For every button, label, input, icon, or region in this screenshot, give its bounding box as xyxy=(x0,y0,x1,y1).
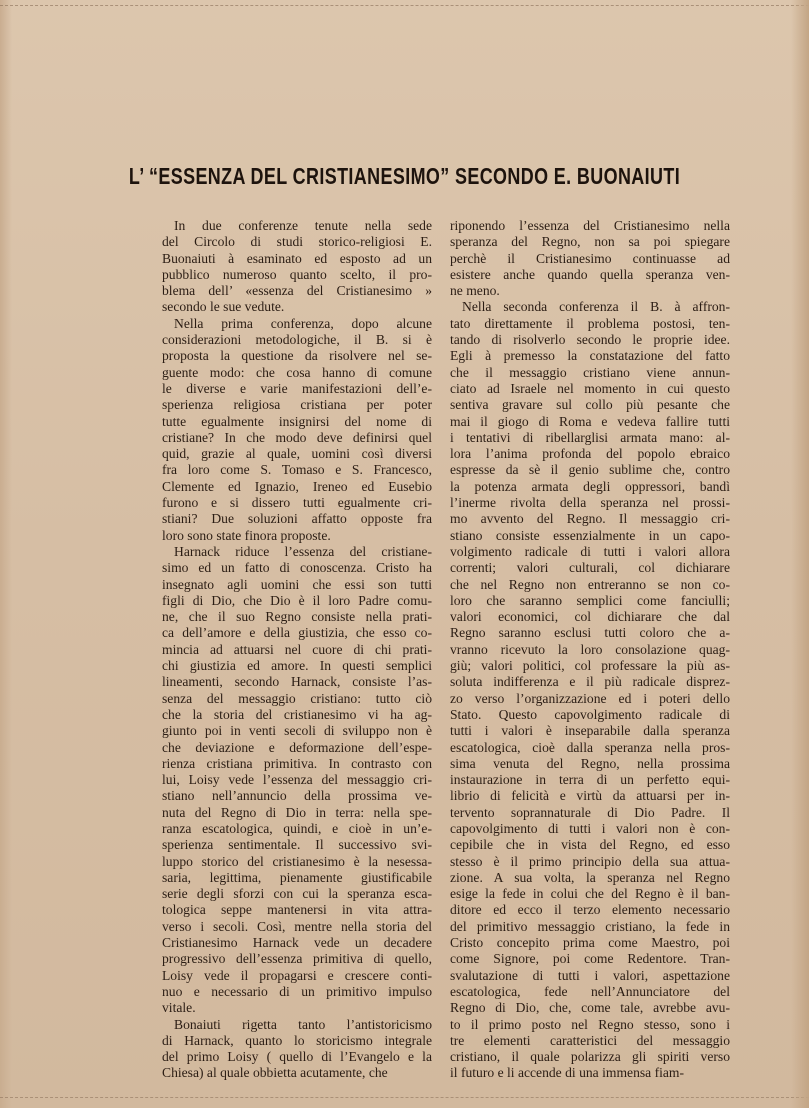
text-line: Egli à premesso la constatazione del fatto xyxy=(450,348,730,364)
paragraph xyxy=(450,299,730,1081)
text-line: In due conferenze tenute nella sede xyxy=(174,218,432,233)
text-line: loro sono state finora proposte. xyxy=(162,527,331,543)
text-line: chi giustizia ed amore. In questi semplici xyxy=(162,658,432,674)
text-line: considerazioni metodologiche, il B. si è xyxy=(162,332,432,348)
text-line: del primitivo messaggio cristiano, la fede in xyxy=(450,918,730,934)
text-line: vitale. xyxy=(162,1000,196,1016)
text-line: rienza cristiana primitiva. In contrasto con xyxy=(162,755,432,771)
text-line: Stato. Questo capovolgimento radicale di xyxy=(450,706,730,722)
text-line: speranza del Regno, non sa poi spiegare xyxy=(450,234,730,250)
text-line: Cristo concepito prima come Maestro, poi xyxy=(450,935,730,951)
text-line: ca dell’amore e della giustizia, che esso co- xyxy=(162,625,432,641)
text-line: stiano consiste essenzialmente in un capo- xyxy=(450,527,730,543)
text-line: Clemente ed Ignazio, Ireneo ed Eusebio xyxy=(162,478,432,494)
text-line: tutte egualmente insignirsi del nome di xyxy=(162,413,432,429)
text-line: l’inerme rivolta della speranza nel prossi- xyxy=(450,495,730,511)
text-line: Cristianesimo Harnack vede un decadere xyxy=(162,935,432,951)
text-line: Buonaiuti à esaminato ed esposto ad un xyxy=(162,250,432,266)
text-line: pubblico numeroso quanto scelto, il pro- xyxy=(162,266,432,282)
text-line: soluta indifferenza e il più radicale disprez- xyxy=(450,674,730,690)
text-line: cristiano, il quale polarizza gli spiriti verso xyxy=(450,1049,730,1065)
text-line: di Harnack, quanto lo storicismo integrale xyxy=(162,1032,432,1048)
text-line: insegnato agli uomini che essi son tutti xyxy=(162,576,432,592)
text-line: del primo Loisy ( quello di l’Evangelo e la xyxy=(162,1049,432,1065)
text-line: ditore ed ecco il terzo elemento necessario xyxy=(450,902,730,918)
text-line: riponendo l’essenza del Cristianesimo nella xyxy=(450,218,730,233)
text-line: tato direttamente il problema postosi, ten- xyxy=(450,315,730,331)
text-line: stiano nell’annuncio della prossima ve- xyxy=(162,788,432,804)
text-line: nuo e necessario di un primitivo impulso xyxy=(162,983,432,999)
text-line: mincia ad attuarsi nel cuore di chi prati- xyxy=(162,641,432,657)
text-line: zione. A sua volta, la speranza nel Regno xyxy=(450,869,730,885)
text-line: volgimento radicale di tutti i valori allora xyxy=(450,543,730,559)
text-line: escatologica, fede nell’Annunciatore del xyxy=(450,983,730,999)
text-line: proposta la questione da risolvere nel se- xyxy=(162,348,432,364)
text-line: tando di risolverlo secondo le proprie idee. xyxy=(450,332,730,348)
text-line: stiani? Due soluzioni affatto opposte fra xyxy=(162,511,432,527)
text-line: espresse da sè il genio sublime che, contro xyxy=(450,462,730,478)
text-line: ne meno. xyxy=(450,283,500,299)
text-line: to il primo posto nel Regno stesso, sono i xyxy=(450,1016,730,1032)
text-line: Loisy vede il propagarsi e crescere conti- xyxy=(162,967,432,983)
paragraph xyxy=(450,218,730,299)
text-line: la potenza armata degli oppressori, bandì xyxy=(450,478,730,494)
text-line: verso i secoli. Così, mentre nella storia del xyxy=(162,918,432,934)
text-line: perchè il Cristianesimo continuasse ad xyxy=(450,250,730,266)
text-line: lineamenti, secondo Harnack, consiste l’as- xyxy=(162,674,432,690)
text-line: loro che saranno semplici come fanciulli; xyxy=(450,592,730,608)
article-title: L’ “ESSENZA DEL CRISTIANESIMO” SECONDO E. BUONAIUTI xyxy=(128,163,681,189)
text-line: lui, Loisy vede l’essenza del messaggio cri- xyxy=(162,772,432,788)
text-line: saria, legittima, pienamente giustificabile xyxy=(162,869,432,885)
text-line: Regno di Dio, che, come tale, avrebbe avu- xyxy=(450,1000,730,1016)
text-line: ne, che il suo Regno consiste nella prati- xyxy=(162,609,432,625)
text-line: sperienza religiosa cristiana per poter xyxy=(162,397,432,413)
text-line: vranno ricevuto la loro consolazione quag- xyxy=(450,641,730,657)
text-line: fra loro come S. Tomaso e S. Francesco, xyxy=(162,462,432,478)
text-line: secondo le sue vedute. xyxy=(162,299,285,315)
left-column xyxy=(162,218,432,1082)
text-line: del Circolo di studi storico-religiosi E. xyxy=(162,234,432,250)
text-line: ciato ad Israele nel momento in cui questo xyxy=(450,380,730,396)
text-line: correnti; valori culturali, col dichiarare xyxy=(450,560,730,576)
text-line: mo avvento del Regno. Il messaggio cri- xyxy=(450,511,730,527)
paragraph xyxy=(162,316,432,544)
right-column xyxy=(450,218,730,1082)
text-line: stesso è il primo principio della sua attua- xyxy=(450,853,730,869)
text-line: tutti i valori è inseparabile dalla speranza xyxy=(450,723,730,739)
text-line: luppo storico del cristianesimo è la nesessa- xyxy=(162,853,432,869)
text-line: i tentativi di ribellarglisi armata mano: al- xyxy=(450,429,730,445)
text-line: lora l’anima profonda del popolo ebraico xyxy=(450,446,730,462)
text-line: instaurazione in terra di un perfetto equi- xyxy=(450,772,730,788)
text-line: valori economici, col dichiarare che dal xyxy=(450,609,730,625)
text-line: Regno saranno esclusi tutti coloro che a- xyxy=(450,625,730,641)
text-line: sentiva gravare sul collo più pesante che xyxy=(450,397,730,413)
text-line: simo ed un fatto di conoscenza. Cristo ha xyxy=(162,560,432,576)
text-line: che deviazione e deformazione dell’espe- xyxy=(162,739,432,755)
text-line: esige la fede in colui che del Regno è il ban- xyxy=(450,886,730,902)
paragraph xyxy=(162,218,432,316)
text-line: senza del messaggio cristiano: tutto ciò xyxy=(162,690,432,706)
text-line: cepibile che in vista del Regno, ed esso xyxy=(450,837,730,853)
text-line: Harnack riduce l’essenza del cristiane- xyxy=(174,543,432,559)
text-line: esistere anche quando quella speranza ven- xyxy=(450,266,730,282)
paragraph xyxy=(162,544,432,1017)
text-line: sperienza sentimentale. Il successivo svi- xyxy=(162,837,432,853)
text-line: tervento soprannaturale di Dio Padre. Il xyxy=(450,804,730,820)
text-line: zo verso l’organizzazione ed i poteri dello xyxy=(450,690,730,706)
text-line: guente modo: che cosa hanno di comune xyxy=(162,364,432,380)
text-line: che la storia del cristianesimo vi ha ag- xyxy=(162,706,432,722)
text-line: tologica seppe mantenersi in vita attra- xyxy=(162,902,432,918)
text-line: svalutazione di tutti i valori, aspettazione xyxy=(450,967,730,983)
text-line: figli di Dio, che Dio è il loro Padre comu- xyxy=(162,592,432,608)
text-line: serie degli sforzi con cui la speranza esca- xyxy=(162,886,432,902)
text-line: librio di felicità e virtù da attuarsi per in- xyxy=(450,788,730,804)
text-line: giù; valori politici, col professare la più as- xyxy=(450,658,730,674)
text-line: che nel Regno non entreranno se non co- xyxy=(450,576,730,592)
text-line: cristiane? In che modo deve definirsi quel xyxy=(162,429,432,445)
page-top-edge xyxy=(0,0,809,6)
text-line: come Signore, poi come Redentore. Tran- xyxy=(450,951,730,967)
text-line: furono e si dissero tutti egualmente cri- xyxy=(162,495,432,511)
paragraph xyxy=(162,1017,432,1082)
text-line: il futuro e li accende di una immensa fiam- xyxy=(450,1065,685,1081)
text-line: mai il giogo di Roma e vedeva fallire tutti xyxy=(450,413,730,429)
text-line: Bonaiuti rigetta tanto l’antistoricismo xyxy=(174,1016,432,1032)
text-line: capovolgimento di tutti i valori non è con- xyxy=(450,820,730,836)
text-line: le diverse e varie manifestazioni dell’e- xyxy=(162,380,432,396)
text-line: che il messaggio cristiano viene annun- xyxy=(450,364,730,380)
text-line: blema dell’ «essenza del Cristianesimo » xyxy=(162,283,432,299)
text-line: tre elementi caratteristici del messaggio xyxy=(450,1032,730,1048)
text-line: sima venuta del Regno, nella prossima xyxy=(450,755,730,771)
text-line: ranza escatologica, quindi, e cioè in un’e- xyxy=(162,820,432,836)
text-line: escatologica, cioè dalla speranza nella pros- xyxy=(450,739,730,755)
text-line: Nella seconda conferenza il B. à affron- xyxy=(462,299,730,315)
text-line: progressivo dell’essenza primitiva di quello, xyxy=(162,951,432,967)
page-bottom-edge xyxy=(0,1097,809,1108)
text-line: Chiesa) al quale obbietta acutamente, che xyxy=(162,1065,388,1081)
text-line: quid, grazie al quale, uomini così diversi xyxy=(162,446,432,462)
text-line: giunto poi in venti secoli di sviluppo non è xyxy=(162,723,432,739)
text-line: Nella prima conferenza, dopo alcune xyxy=(174,315,432,331)
text-line: nuta del Regno di Dio in terra: nella spe- xyxy=(162,804,432,820)
